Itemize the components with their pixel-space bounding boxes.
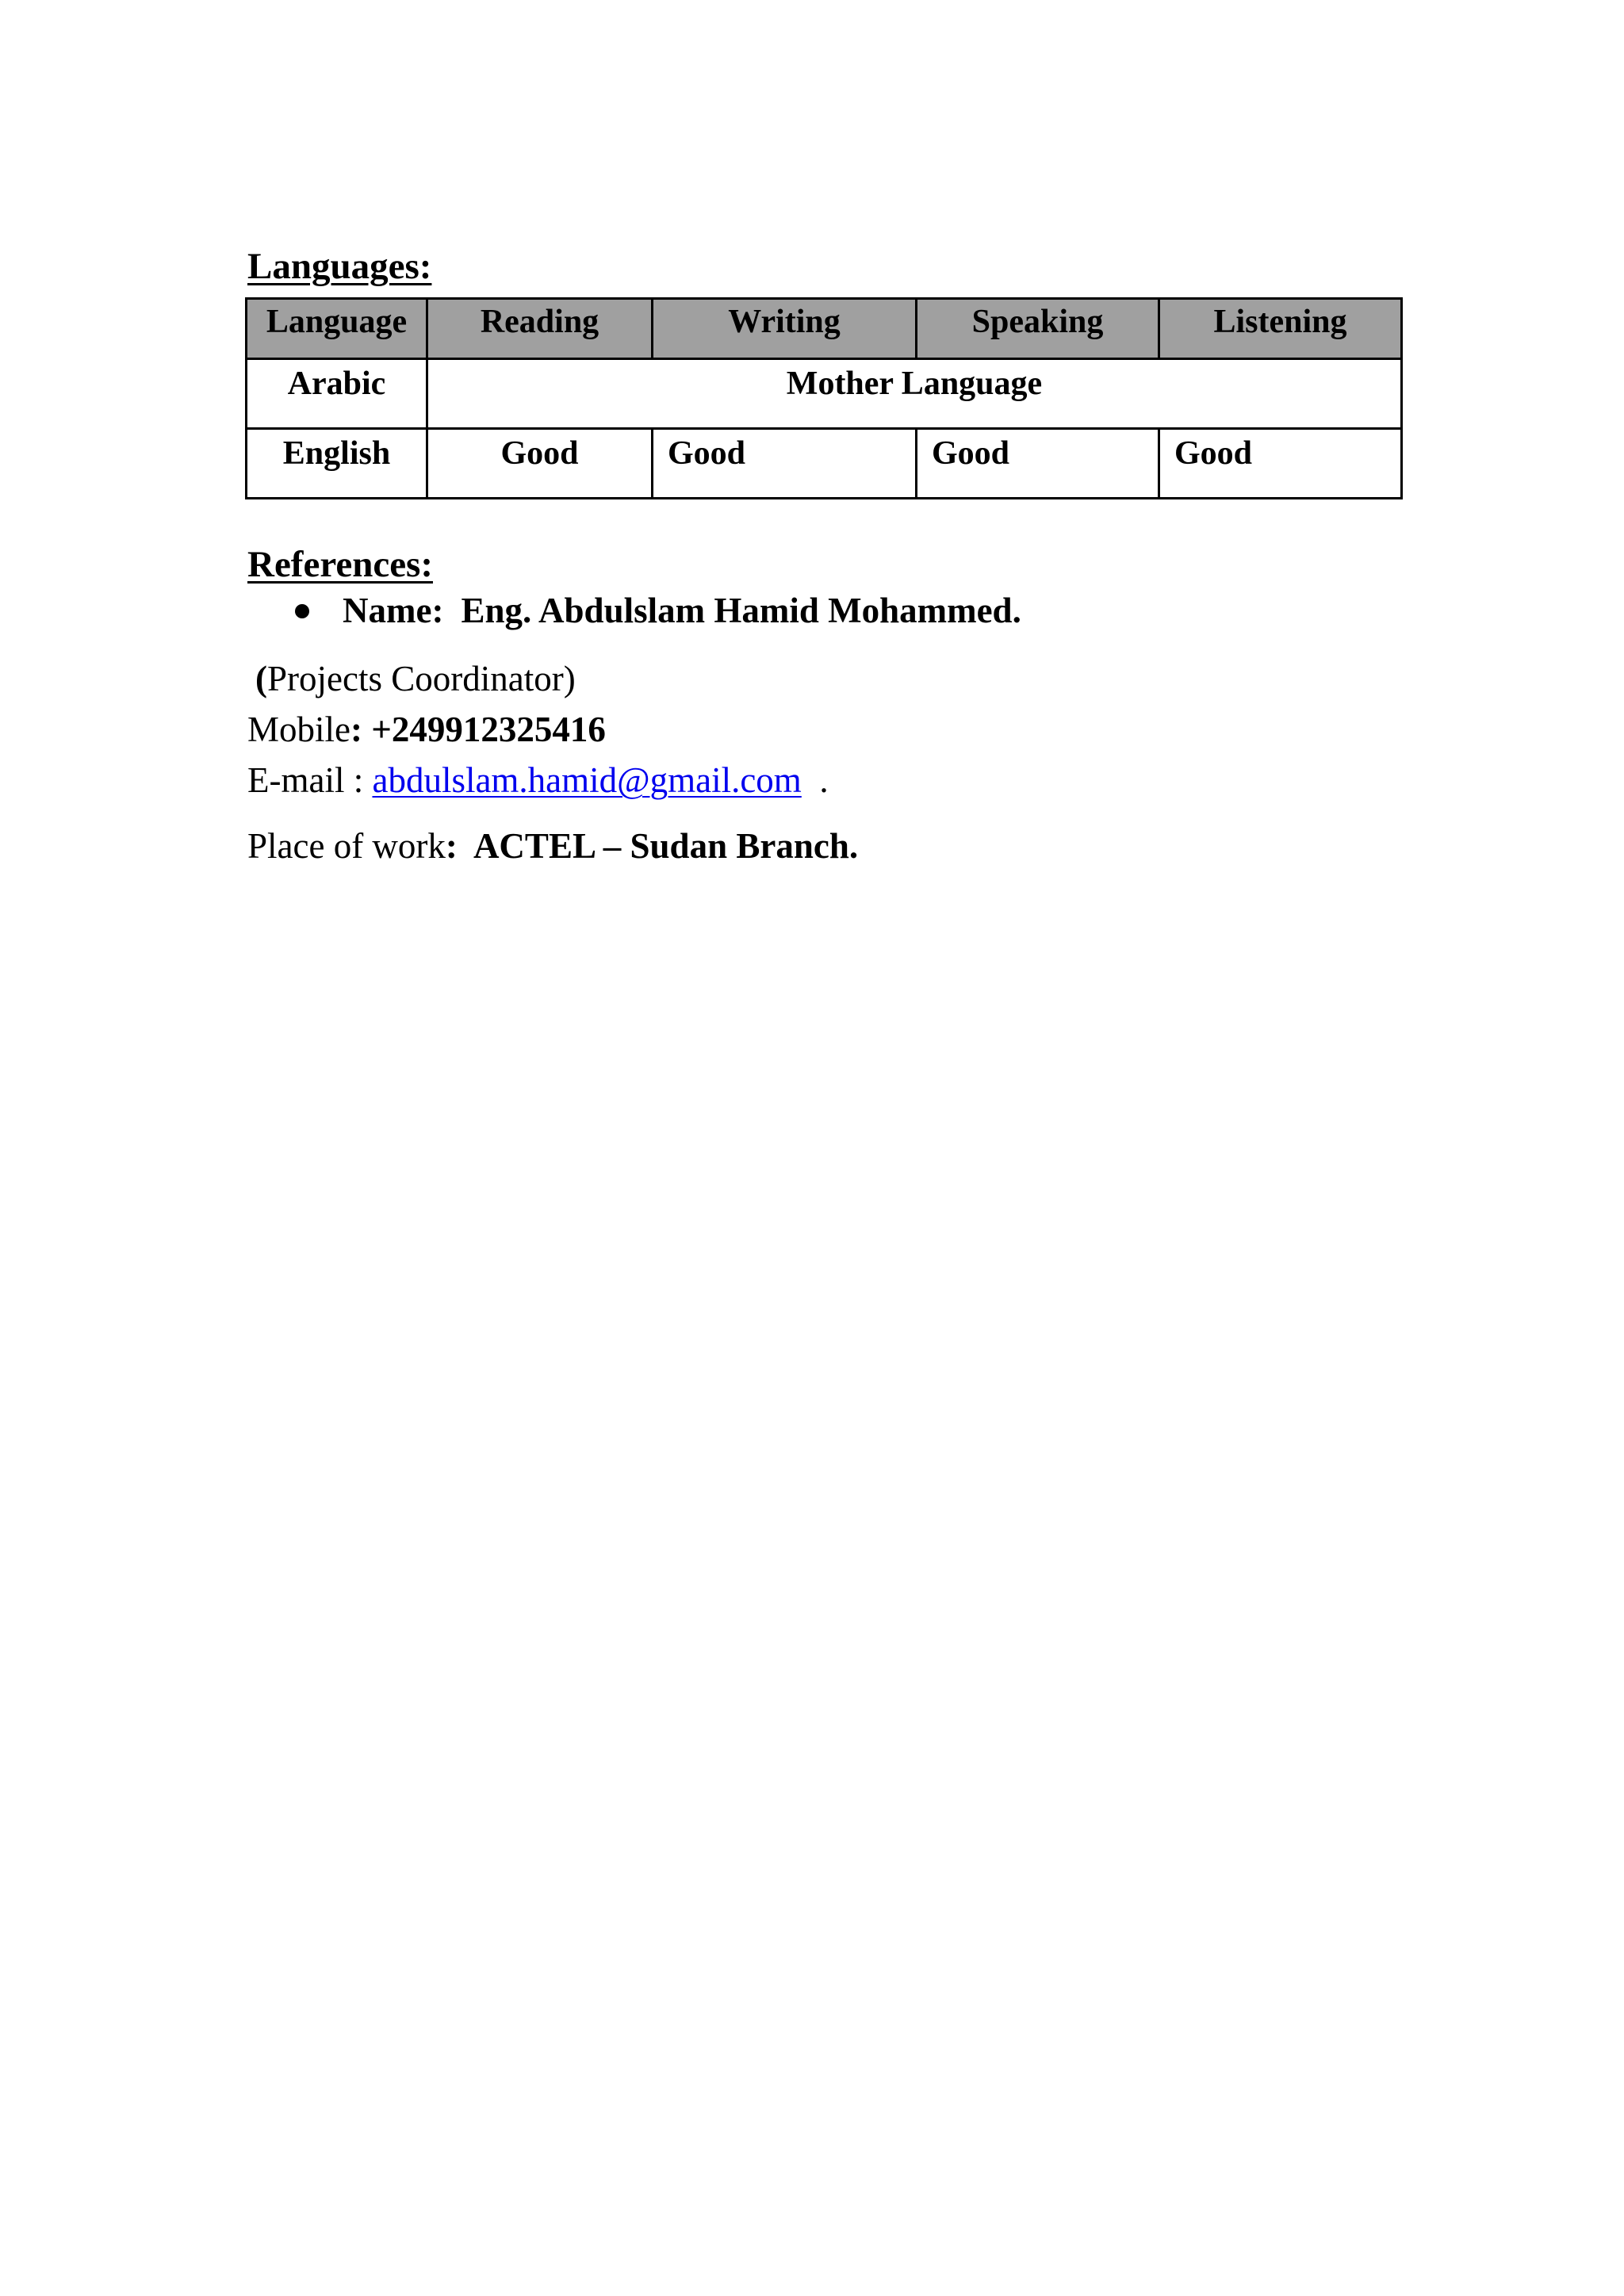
reference-workplace <box>247 828 858 864</box>
table-row <box>247 359 1402 429</box>
reference-work-value: ACTEL – Sudan Branch. <box>457 826 859 866</box>
languages-table <box>245 297 1403 499</box>
bullet-icon <box>295 604 309 618</box>
reference-role-open-paren: ( <box>255 659 267 698</box>
references-heading: References: <box>247 544 433 585</box>
reference-role-text: Projects Coordinator) <box>267 659 576 698</box>
reference-mobile <box>247 712 606 748</box>
table-header-row <box>247 299 1402 359</box>
table-row <box>247 429 1402 499</box>
reference-mobile-value: +249912325416 <box>362 710 606 749</box>
header-writing: Writing <box>653 299 917 359</box>
header-speaking: Speaking <box>917 299 1159 359</box>
header-language: Language <box>247 299 427 359</box>
cell-language-arabic: Arabic <box>247 359 427 429</box>
reference-role <box>255 661 576 697</box>
reference-mobile-label: Mobile <box>247 710 350 749</box>
languages-heading: Languages: <box>247 246 432 287</box>
header-reading: Reading <box>427 299 653 359</box>
reference-mobile-colon: : <box>350 710 362 749</box>
reference-email <box>247 760 829 800</box>
cell-mother-language: Mother Language <box>427 359 1402 429</box>
header-listening: Listening <box>1159 299 1402 359</box>
reference-email-label: E-mail : <box>247 760 373 800</box>
reference-name-value: Eng. Abdulslam Hamid Mohammed. <box>461 591 1021 630</box>
reference-name-item <box>295 593 1021 629</box>
reference-email-trailing: . <box>801 760 829 800</box>
reference-work-label: Place of work <box>247 826 446 866</box>
reference-work-colon: : <box>445 826 458 866</box>
cell-language-english: English <box>247 429 427 499</box>
reference-name-label: Name: <box>343 591 444 630</box>
reference-email-link[interactable]: abdulslam.hamid@gmail.com <box>372 760 802 800</box>
cell-english-speaking: Good <box>917 429 1159 499</box>
cell-english-writing: Good <box>653 429 917 499</box>
cell-english-reading: Good <box>427 429 653 499</box>
cell-english-listening: Good <box>1159 429 1402 499</box>
